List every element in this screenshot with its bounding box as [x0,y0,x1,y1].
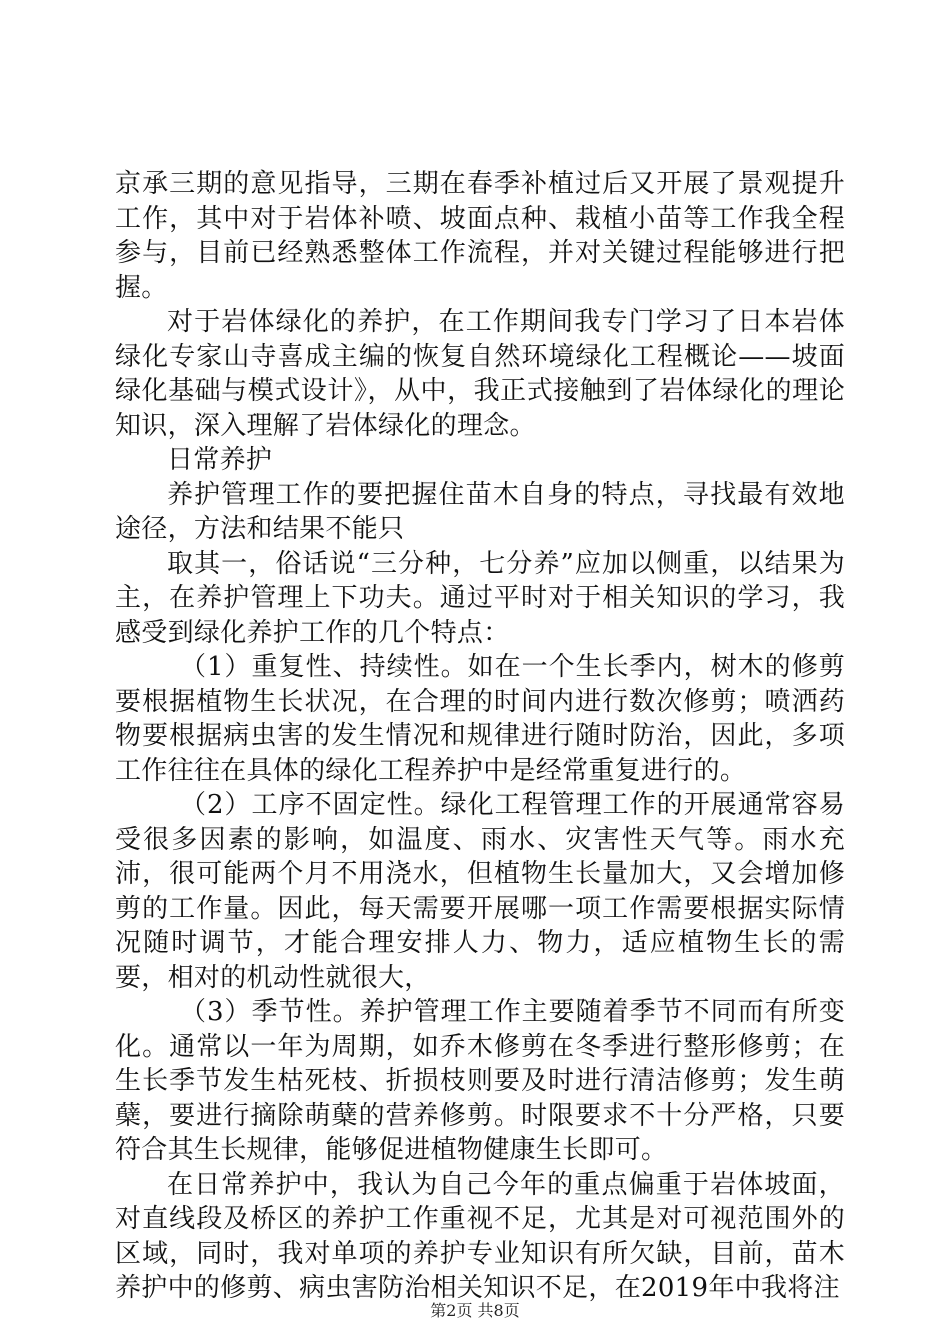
paragraph: 对于岩体绿化的养护，在工作期间我专门学习了日本岩体绿化专家山寺喜成主编的恢复自然环境绿化工程概论——坡面绿化基础与模式设计》，从中，我正式接触到了岩体绿化的理论知识，深入理解了岩体绿化的理念。 [115,307,845,441]
section-heading: 日常养护 [167,445,273,475]
list-item: （3）季节性。养护管理工作主要随着季节不同而有所变化。通常以一年为周期，如乔木修剪在冬季进行整形修剪；在生长季节发生枯死枝、折损枝则要及时进行清洁修剪；发生萌蘖，要进行摘除萌蘖的营养修剪。时限要求不十分严格，只要符合其生长规律，能够促进植物健康生长即可。 [115,997,845,1165]
paragraph: 养护管理工作的要把握住苗木自身的特点，寻找最有效地途径，方法和结果不能只 [115,479,845,544]
list-item: （2）工序不固定性。绿化工程管理工作的开展通常容易受很多因素的影响，如温度、雨水、灾害性天气等。雨水充沛，很可能两个月不用浇水，但植物生长量加大，又会增加修剪的工作量。因此，每天需要开展哪一项工作需要根据实际情况随时调节，才能合理安排人力、物力，适应植物生长的需要，相对的机动性就很大， [115,790,845,993]
paragraph: 取其一，俗话说“三分种，七分养”应加以侧重，以结果为主，在养护管理上下功夫。通过平时对于相关知识的学习，我感受到绿化养护工作的几个特点： [115,548,845,648]
page-footer [0,1298,950,1321]
paragraph: 京承三期的意见指导，三期在春季补植过后又开展了景观提升工作，其中对于岩体补喷、坡面点种、栽植小苗等工作我全程参与，目前已经熟悉整体工作流程，并对关键过程能够进行把握。 [115,169,845,303]
page-number: 第2页 共8页 [430,1301,520,1320]
paragraph: 在日常养护中，我认为自己今年的重点偏重于岩体坡面，对直线段及桥区的养护工作重视不足，尤其是对可视范围外的区域，同时，我对单项的养护专业知识有所欠缺，目前，苗木养护中的修剪、病虫害防治相关知识不足，在2019年中我将注 [115,1169,845,1303]
body-text [115,167,845,1306]
list-item: （1）重复性、持续性。如在一个生长季内，树木的修剪要根据植物生长状况，在合理的时间内进行数次修剪；喷洒药物要根据病虫害的发生情况和规律进行随时防治，因此，多项工作往往在具体的绿化工程养护中是经常重复进行的。 [115,652,845,786]
